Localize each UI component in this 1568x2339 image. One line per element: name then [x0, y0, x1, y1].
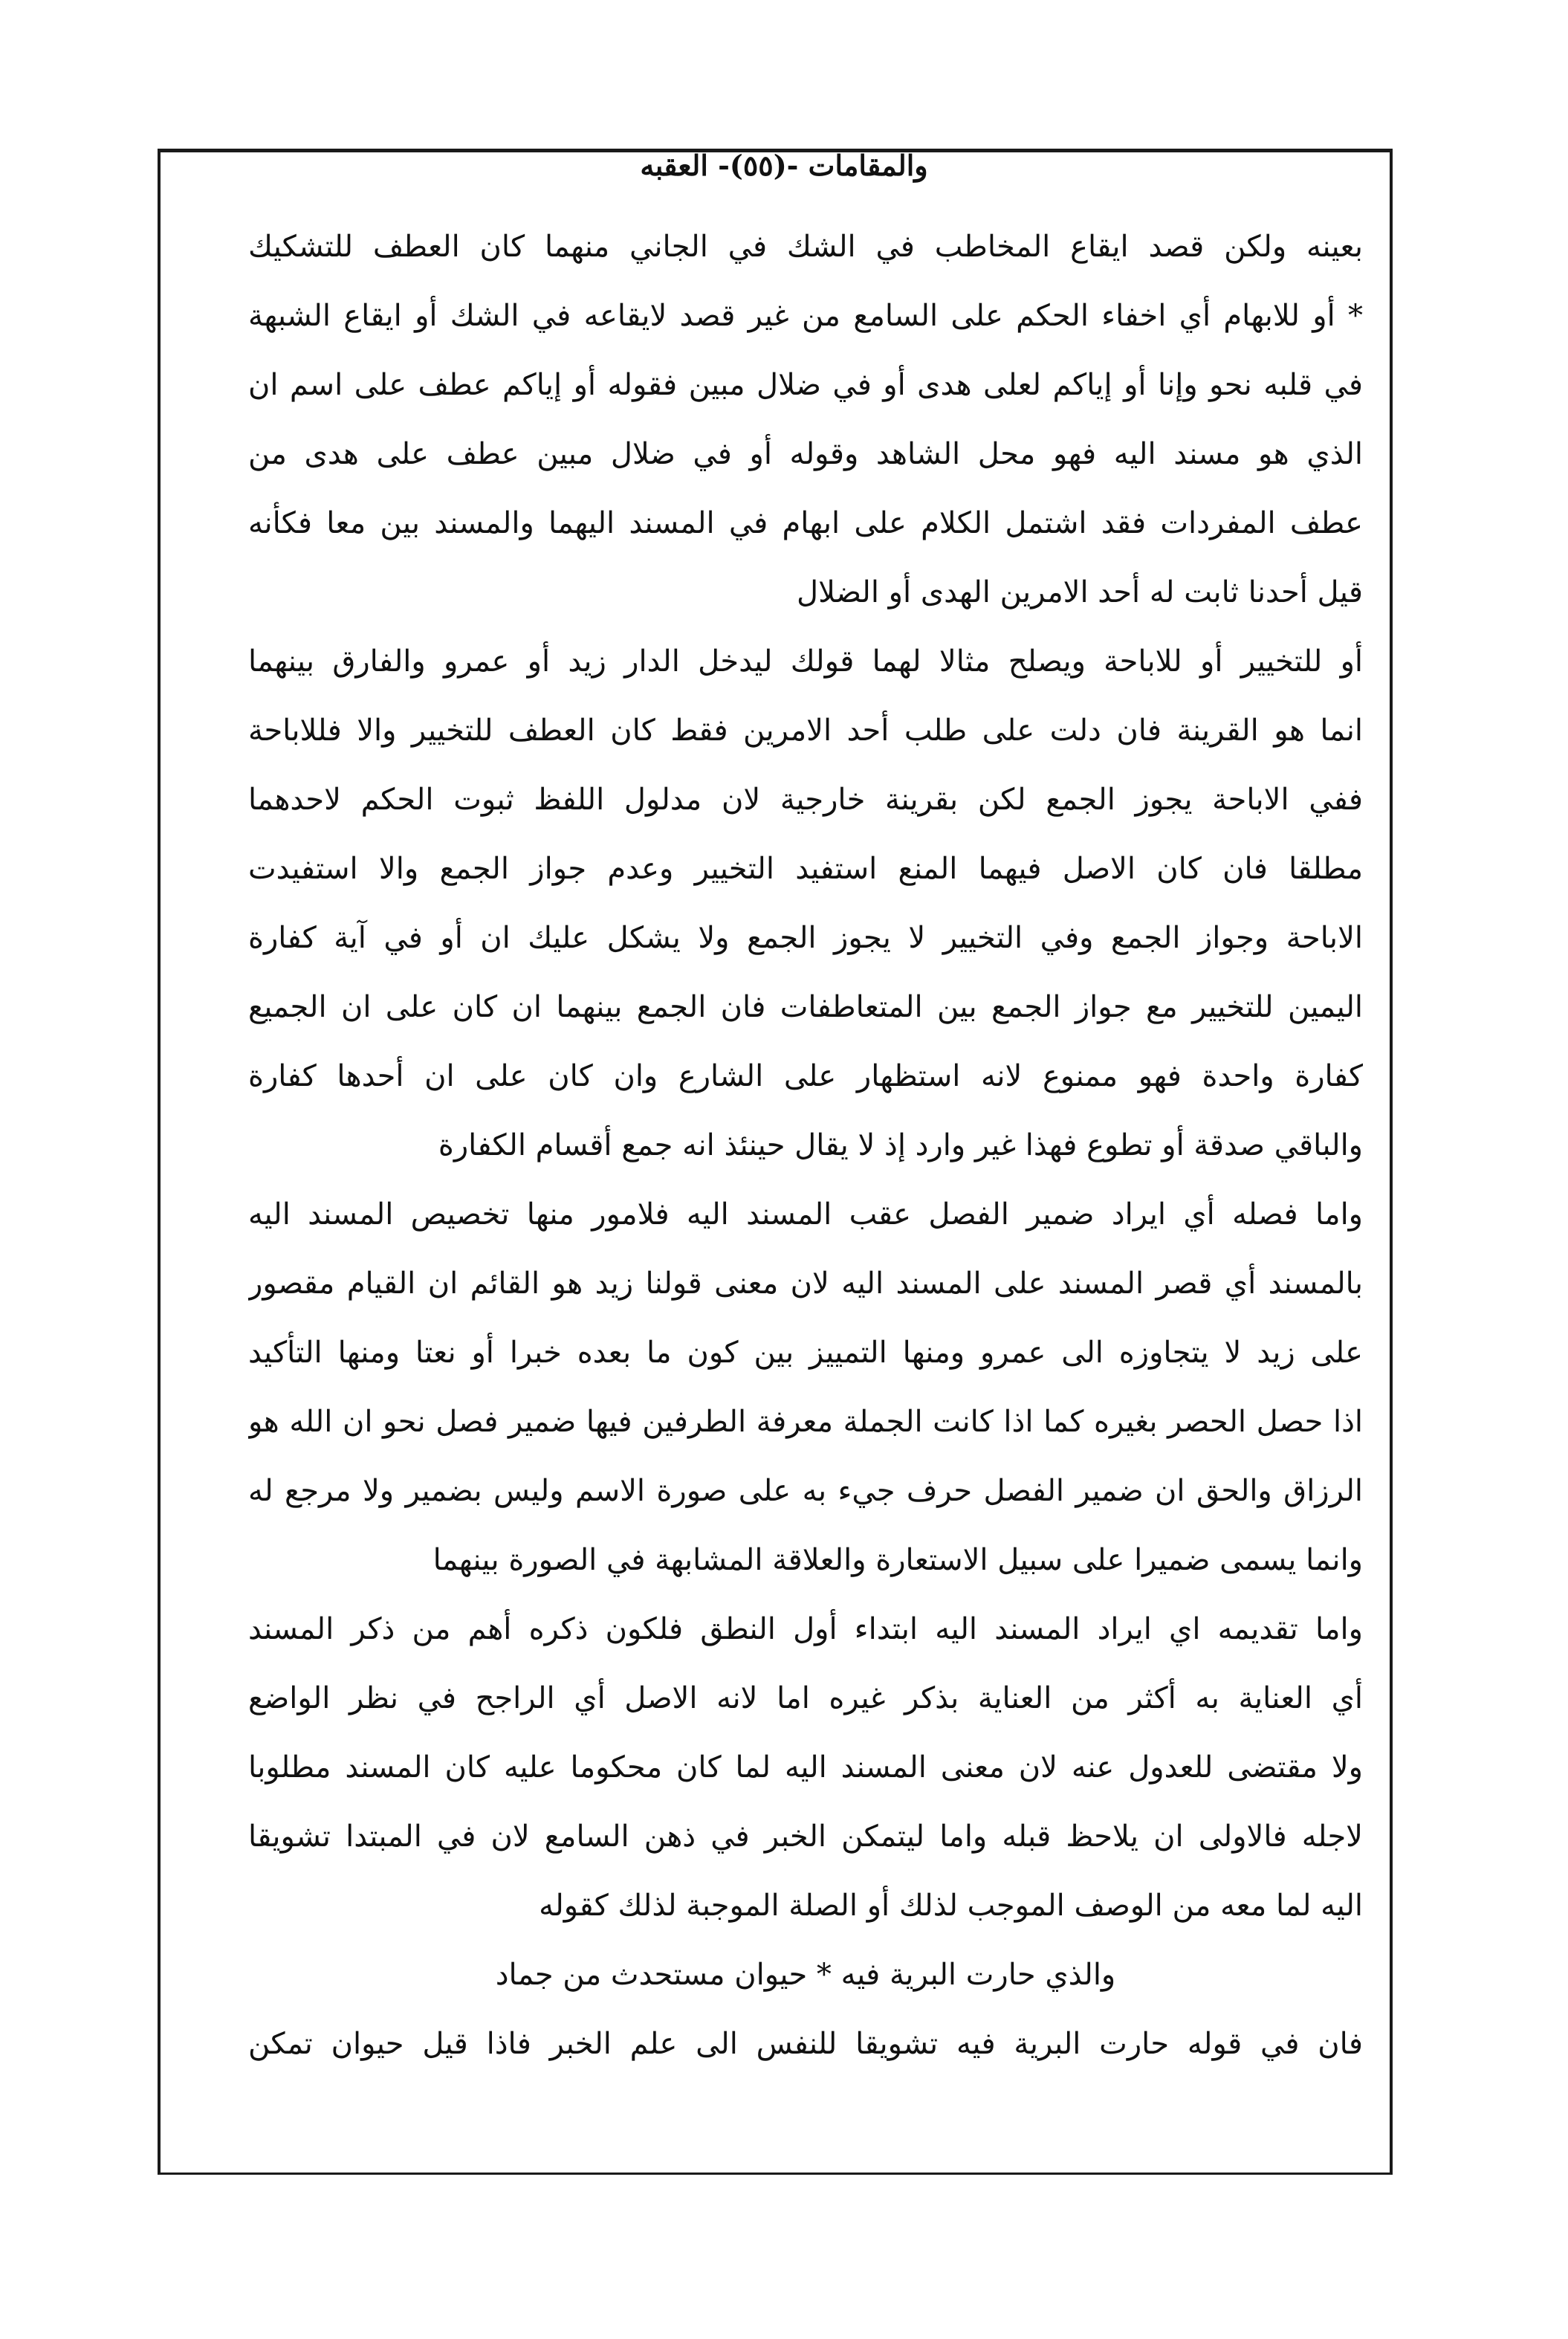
text-line: مطلقا فان كان الاصل فيهما المنع استفيد التخيير وعدم جواز الجمع والا استفيدت	[248, 852, 1363, 886]
text-line: ففي الاباحة يجوز الجمع لكن بقرينة خارجية لان مدلول اللفظ ثبوت الحكم لاحدهما	[248, 783, 1363, 817]
text-line: الرزاق والحق ان ضمير الفصل حرف جيء به على صورة الاسم وليس بضمير ولا مرجع له	[248, 1474, 1363, 1508]
text-line: عطف المفردات فقد اشتمل الكلام على ابهام في المسند اليهما والمسند بين معا فكأنه	[248, 506, 1363, 540]
text-line: أي العناية به أكثر من العناية بذكر غيره اما لانه الاصل أي الراجح في نظر الواضع	[248, 1681, 1363, 1715]
text-line: في قلبه نحو وإنا أو إياكم لعلى هدى أو في ضلال مبين فقوله أو إياكم عطف على اسم ان	[248, 368, 1363, 402]
text-line: الاباحة وجواز الجمع وفي التخيير لا يجوز الجمع ولا يشكل عليك ان أو في آية كفارة	[248, 921, 1363, 955]
text-line: لاجله فالاولى ان يلاحظ قبله واما ليتمكن الخبر في ذهن السامع لان في المبتدا تشويقا	[248, 1819, 1363, 1854]
verse-line: والذي حارت البرية فيه * حيوان مستحدث من جماد	[495, 1958, 1116, 1992]
text-line: والباقي صدقة أو تطوع فهذا غير وارد إذ لا يقال حينئذ انه جمع أقسام الكفارة	[438, 1128, 1363, 1162]
text-line: اليه لما معه من الوصف الموجب لذلك أو الصلة الموجبة لذلك كقوله	[539, 1889, 1363, 1923]
text-line: انما هو القرينة فان دلت على طلب أحد الامرين فقط كان العطف للتخيير والا فللاباحة	[248, 714, 1363, 748]
text-line: ولا مقتضى للعدول عنه لان معنى المسند اليه لما كان محكوما عليه كان المسند مطلوبا	[248, 1750, 1363, 1785]
text-line: الذي هو مسند اليه فهو محل الشاهد وقوله أو في ضلال مبين عطف على هدى من	[248, 437, 1363, 471]
running-header: والمقامات -(٥٥)- العقبه	[640, 149, 928, 182]
text-line: اذا حصل الحصر بغيره كما اذا كانت الجملة معرفة الطرفين فيها ضمير فصل نحو ان الله هو	[248, 1405, 1363, 1439]
text-line: * أو للابهام أي اخفاء الحكم على السامع من غير قصد لايقاعه في الشك أو ايقاع الشبهة	[248, 299, 1363, 333]
text-line: وانما يسمى ضميرا على سبيل الاستعارة والعلاقة المشابهة في الصورة بينهما	[433, 1543, 1363, 1577]
text-line: على زيد لا يتجاوزه الى عمرو ومنها التمييز بين كون ما بعده خبرا أو نعتا ومنها التأكيد	[248, 1336, 1363, 1370]
text-line: اليمين للتخيير مع جواز الجمع بين المتعاطفات فان الجمع بينهما ان كان على ان الجميع	[248, 990, 1363, 1024]
text-line: قيل أحدنا ثابت له أحد الامرين الهدى أو الضلال	[797, 575, 1363, 609]
text-line: أو للتخيير أو للاباحة ويصلح مثالا لهما قولك ليدخل الدار زيد أو عمرو والفارق بينهما	[248, 644, 1363, 679]
body-text	[248, 213, 1363, 2079]
text-line: بالمسند أي قصر المسند على المسند اليه لان معنى قولنا زيد هو القائم ان القيام مقصور	[248, 1266, 1363, 1301]
text-line: بعينه ولكن قصد ايقاع المخاطب في الشك في الجاني منهما كان العطف للتشكيك	[248, 230, 1363, 264]
text-line: واما فصله أي ايراد ضمير الفصل عقب المسند اليه فلامور منها تخصيص المسند اليه	[248, 1197, 1363, 1232]
text-line: واما تقديمه اي ايراد المسند اليه ابتداء أول النطق فلكون ذكره أهم من ذكر المسند	[248, 1612, 1363, 1646]
text-line: فان في قوله حارت البرية فيه تشويقا للنفس الى علم الخبر فاذا قيل حيوان تمكن	[248, 2027, 1363, 2061]
text-line: كفارة واحدة فهو ممنوع لانه استظهار على الشارع وان كان على ان أحدها كفارة	[248, 1059, 1363, 1093]
